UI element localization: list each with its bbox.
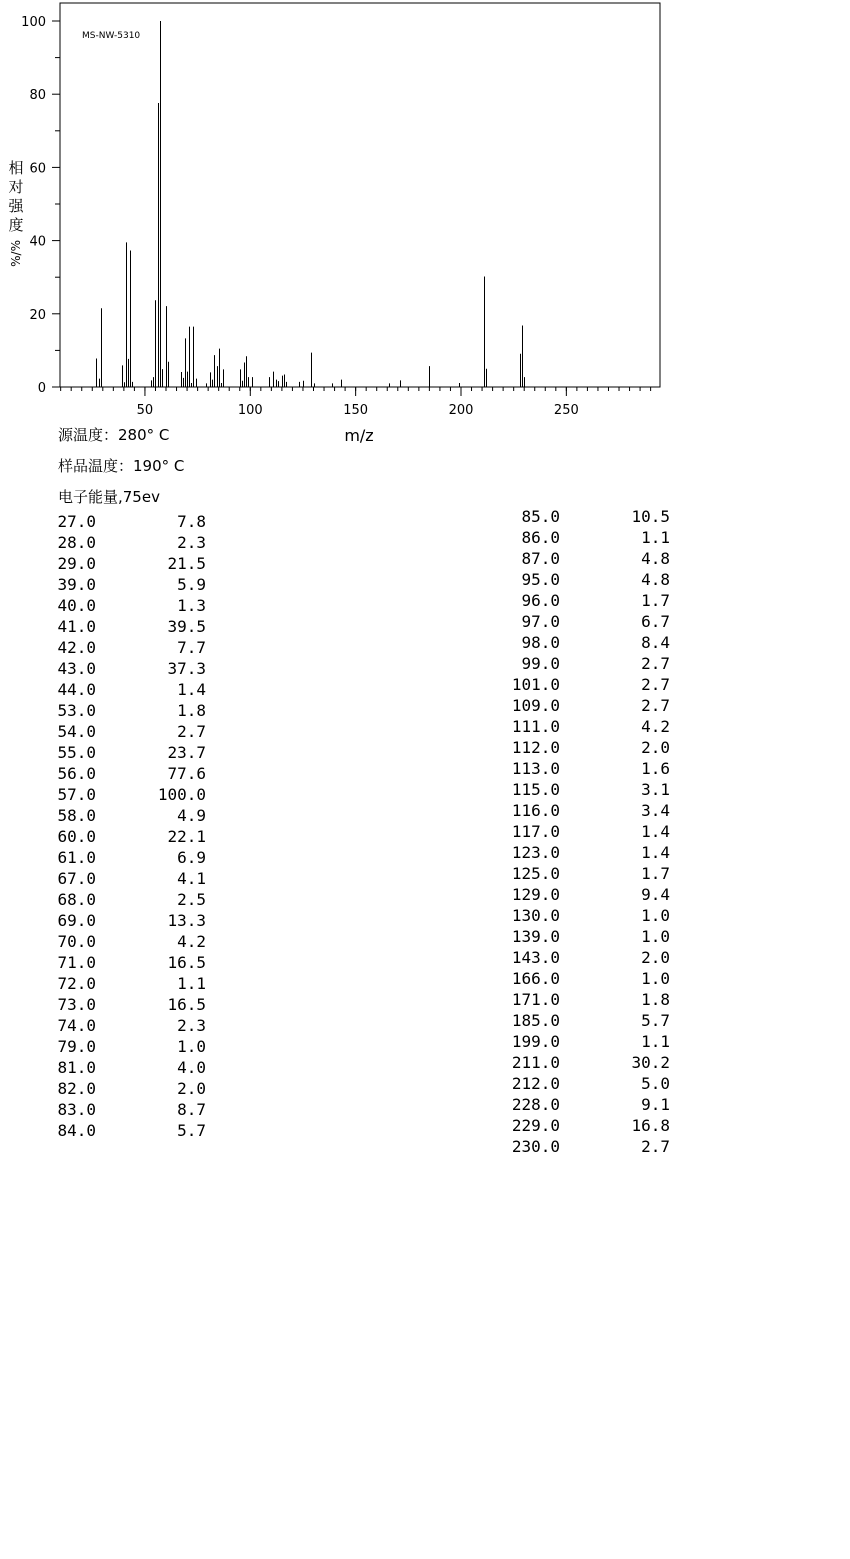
peak-abundance: 5.9: [177, 575, 206, 594]
peak-mz: 82.0: [57, 1079, 96, 1098]
peak-abundance: 21.5: [167, 554, 206, 573]
peak-mz: 58.0: [57, 806, 96, 825]
peak-row: [40, 868, 210, 889]
peak-abundance: 100.0: [157, 785, 206, 804]
peak-abundance: 4.8: [641, 549, 670, 568]
peak-mz: 28.0: [57, 533, 96, 552]
peak-mz: 211.0: [511, 1053, 560, 1072]
peak-row: [504, 548, 674, 569]
peak-mz: 130.0: [511, 906, 560, 925]
peak-mz: 55.0: [57, 743, 96, 762]
peak-row: [504, 905, 674, 926]
peak-mz: 166.0: [511, 969, 560, 988]
peak-row: [40, 847, 210, 868]
peak-abundance: 2.7: [641, 654, 670, 673]
peak-abundance: 2.7: [641, 675, 670, 694]
peak-abundance: 1.0: [641, 927, 670, 946]
peak-abundance: 2.7: [177, 722, 206, 741]
peak-row: [504, 611, 674, 632]
peak-row: [40, 1036, 210, 1057]
peak-mz: 97.0: [521, 612, 560, 631]
peak-abundance: 13.3: [167, 911, 206, 930]
peak-row: [504, 968, 674, 989]
peak-abundance: 10.5: [631, 507, 670, 526]
peak-abundance: 77.6: [167, 764, 206, 783]
peak-mz: 73.0: [57, 995, 96, 1014]
peak-row: [504, 1010, 674, 1031]
peak-mz: 42.0: [57, 638, 96, 657]
peak-row: [40, 931, 210, 952]
peak-row: [40, 1015, 210, 1036]
peak-row: [40, 721, 210, 742]
peak-row: [40, 994, 210, 1015]
peak-mz: 67.0: [57, 869, 96, 888]
peak-row: [504, 947, 674, 968]
peak-row: [504, 1073, 674, 1094]
peak-row: [40, 910, 210, 931]
peak-row: [504, 758, 674, 779]
peak-abundance: 1.1: [641, 1032, 670, 1051]
x-tick-label: 200: [448, 403, 474, 418]
peak-abundance: 2.5: [177, 890, 206, 909]
peak-row: [40, 616, 210, 637]
peak-abundance: 1.7: [641, 864, 670, 883]
peak-row: [40, 679, 210, 700]
peak-row: [504, 1031, 674, 1052]
peak-abundance: 1.4: [641, 822, 670, 841]
peak-abundance: 1.8: [641, 990, 670, 1009]
peak-abundance: 4.9: [177, 806, 206, 825]
peak-abundance: 22.1: [167, 827, 206, 846]
peak-mz: 68.0: [57, 890, 96, 909]
peak-mz: 99.0: [521, 654, 560, 673]
peak-row: [40, 1099, 210, 1120]
x-tick-label: 150: [343, 403, 369, 418]
peak-mz: 84.0: [57, 1121, 96, 1140]
peak-abundance: 5.7: [177, 1121, 206, 1140]
x-tick-label: 250: [553, 403, 579, 418]
peak-mz: 61.0: [57, 848, 96, 867]
peak-mz: 125.0: [511, 864, 560, 883]
x-axis-ticks: [137, 387, 579, 418]
peak-mz: 27.0: [57, 512, 96, 531]
peak-row: [40, 1057, 210, 1078]
peak-abundance: 2.7: [641, 1137, 670, 1156]
peak-row: [504, 1052, 674, 1073]
peak-row: [40, 658, 210, 679]
peak-abundance: 2.3: [177, 533, 206, 552]
y-tick-label: 20: [29, 307, 46, 323]
peak-mz: 43.0: [57, 659, 96, 678]
peak-row: [40, 826, 210, 847]
peak-row: [40, 784, 210, 805]
peak-abundance: 16.5: [167, 953, 206, 972]
peak-mz: 116.0: [511, 801, 560, 820]
peak-mz: 228.0: [511, 1095, 560, 1114]
peak-row: [504, 590, 674, 611]
peak-mz: 212.0: [511, 1074, 560, 1093]
y-label-char: 强: [8, 197, 24, 215]
peak-mz: 230.0: [511, 1137, 560, 1156]
peak-abundance: 3.1: [641, 780, 670, 799]
peak-row: [504, 1094, 674, 1115]
peak-row: [40, 973, 210, 994]
peak-mz: 171.0: [511, 990, 560, 1009]
peak-row: [504, 884, 674, 905]
peak-abundance: 4.1: [177, 869, 206, 888]
peak-mz: 96.0: [521, 591, 560, 610]
y-label-char: 度: [8, 216, 24, 234]
y-label-char: 相: [8, 159, 24, 177]
peak-abundance: 16.5: [167, 995, 206, 1014]
y-tick-label: 100: [21, 15, 46, 30]
peak-row: [504, 863, 674, 884]
x-axis-label: m/z: [344, 426, 374, 445]
peak-abundance: 1.4: [177, 680, 206, 699]
peak-mz: 111.0: [511, 717, 560, 736]
peak-abundance: 4.0: [177, 1058, 206, 1077]
peak-row: [504, 989, 674, 1010]
peak-row: [504, 674, 674, 695]
peak-abundance: 4.2: [177, 932, 206, 951]
y-label-char: 对: [8, 178, 24, 196]
peak-mz: 81.0: [57, 1058, 96, 1077]
peak-row: [504, 1136, 674, 1157]
peak-row: [40, 805, 210, 826]
peak-mz: 53.0: [57, 701, 96, 720]
peak-mz: 112.0: [511, 738, 560, 757]
peak-abundance: 1.0: [641, 969, 670, 988]
peak-mz: 83.0: [57, 1100, 96, 1119]
peak-row: [504, 506, 674, 527]
peak-abundance: 8.7: [177, 1100, 206, 1119]
peak-mz: 57.0: [57, 785, 96, 804]
peak-mz: 98.0: [521, 633, 560, 652]
peak-row: [504, 653, 674, 674]
peak-mz: 113.0: [511, 759, 560, 778]
peak-abundance: 2.0: [641, 948, 670, 967]
y-tick-label: 40: [29, 234, 46, 250]
peak-abundance: 7.7: [177, 638, 206, 657]
peak-mz: 40.0: [57, 596, 96, 615]
peak-abundance: 1.1: [641, 528, 670, 547]
peak-row: [504, 779, 674, 800]
peak-row: [40, 763, 210, 784]
y-axis-ticks: [21, 15, 60, 396]
peak-abundance: 4.8: [641, 570, 670, 589]
peak-abundance: 5.0: [641, 1074, 670, 1093]
peak-mz: 60.0: [57, 827, 96, 846]
peak-row: [40, 553, 210, 574]
peak-mz: 70.0: [57, 932, 96, 951]
peak-abundance: 39.5: [167, 617, 206, 636]
peak-mz: 199.0: [511, 1032, 560, 1051]
y-tick-label: 60: [29, 161, 46, 177]
peak-abundance: 1.0: [177, 1037, 206, 1056]
peak-mz: 39.0: [57, 575, 96, 594]
peak-row: [504, 527, 674, 548]
y-tick-label: 80: [29, 88, 46, 104]
peak-mz: 71.0: [57, 953, 96, 972]
sample-temperature: 样品温度：190° C: [58, 457, 185, 475]
peak-mz: 72.0: [57, 974, 96, 993]
peak-mz: 86.0: [521, 528, 560, 547]
peak-mz: 56.0: [57, 764, 96, 783]
peak-abundance: 2.3: [177, 1016, 206, 1035]
peak-abundance: 3.4: [641, 801, 670, 820]
peak-abundance: 37.3: [167, 659, 206, 678]
peak-abundance: 5.7: [641, 1011, 670, 1030]
peak-mz: 117.0: [511, 822, 560, 841]
peak-abundance: 6.9: [177, 848, 206, 867]
peak-mz: 95.0: [521, 570, 560, 589]
peak-mz: 101.0: [511, 675, 560, 694]
peak-mz: 109.0: [511, 696, 560, 715]
peak-mz: 229.0: [511, 1116, 560, 1135]
peak-abundance: 7.8: [177, 512, 206, 531]
peak-mz: 129.0: [511, 885, 560, 904]
peak-abundance: 30.2: [631, 1053, 670, 1072]
peak-abundance: 8.4: [641, 633, 670, 652]
peak-row: [40, 952, 210, 973]
peak-abundance: 1.8: [177, 701, 206, 720]
peak-row: [504, 926, 674, 947]
peak-mz: 29.0: [57, 554, 96, 573]
peak-abundance: 9.1: [641, 1095, 670, 1114]
spectrum-bars: [97, 21, 525, 387]
peak-mz: 69.0: [57, 911, 96, 930]
peak-row: [40, 574, 210, 595]
peak-row: [504, 569, 674, 590]
peak-row: [504, 695, 674, 716]
peak-mz: 41.0: [57, 617, 96, 636]
peak-abundance: 2.0: [177, 1079, 206, 1098]
peak-abundance: 1.6: [641, 759, 670, 778]
peak-mz: 54.0: [57, 722, 96, 741]
peak-mz: 185.0: [511, 1011, 560, 1030]
peak-table-right: [504, 506, 674, 1157]
peak-abundance: 6.7: [641, 612, 670, 631]
peak-abundance: 16.8: [631, 1116, 670, 1135]
peak-abundance: 2.0: [641, 738, 670, 757]
y-axis-label: [8, 159, 24, 267]
peak-abundance: 1.0: [641, 906, 670, 925]
peak-row: [504, 821, 674, 842]
source-temperature: 源温度：280° C: [58, 426, 170, 444]
peak-row: [40, 700, 210, 721]
peak-mz: 85.0: [521, 507, 560, 526]
peak-mz: 87.0: [521, 549, 560, 568]
x-tick-label: 50: [136, 403, 154, 418]
electron-energy: 电子能量,75ev: [58, 488, 160, 506]
peak-row: [504, 800, 674, 821]
peak-abundance: 4.2: [641, 717, 670, 736]
peak-row: [504, 632, 674, 653]
peak-row: [40, 511, 210, 532]
peak-abundance: 1.7: [641, 591, 670, 610]
peak-abundance: 23.7: [167, 743, 206, 762]
peak-row: [40, 1120, 210, 1141]
spectrum-id-label: MS-NW-5310: [82, 31, 141, 41]
peak-row: [40, 532, 210, 553]
y-label-units: %/%: [9, 240, 23, 267]
peak-row: [504, 842, 674, 863]
peak-mz: 74.0: [57, 1016, 96, 1035]
mass-spectrum-chart: [0, 0, 850, 450]
plot-frame: [60, 3, 660, 387]
peak-row: [504, 737, 674, 758]
peak-abundance: 2.7: [641, 696, 670, 715]
peak-mz: 79.0: [57, 1037, 96, 1056]
peak-mz: 143.0: [511, 948, 560, 967]
peak-mz: 44.0: [57, 680, 96, 699]
peak-abundance: 1.3: [177, 596, 206, 615]
peak-abundance: 1.1: [177, 974, 206, 993]
peak-row: [40, 742, 210, 763]
peak-abundance: 1.4: [641, 843, 670, 862]
peak-mz: 115.0: [511, 780, 560, 799]
y-tick-label: 0: [37, 381, 46, 396]
peak-table-left: [40, 511, 210, 1141]
peak-row: [40, 637, 210, 658]
peak-row: [40, 1078, 210, 1099]
peak-mz: 139.0: [511, 927, 560, 946]
x-tick-label: 100: [237, 403, 263, 418]
peak-row: [40, 595, 210, 616]
peak-row: [504, 716, 674, 737]
peak-row: [504, 1115, 674, 1136]
peak-abundance: 9.4: [641, 885, 670, 904]
peak-row: [40, 889, 210, 910]
peak-mz: 123.0: [511, 843, 560, 862]
